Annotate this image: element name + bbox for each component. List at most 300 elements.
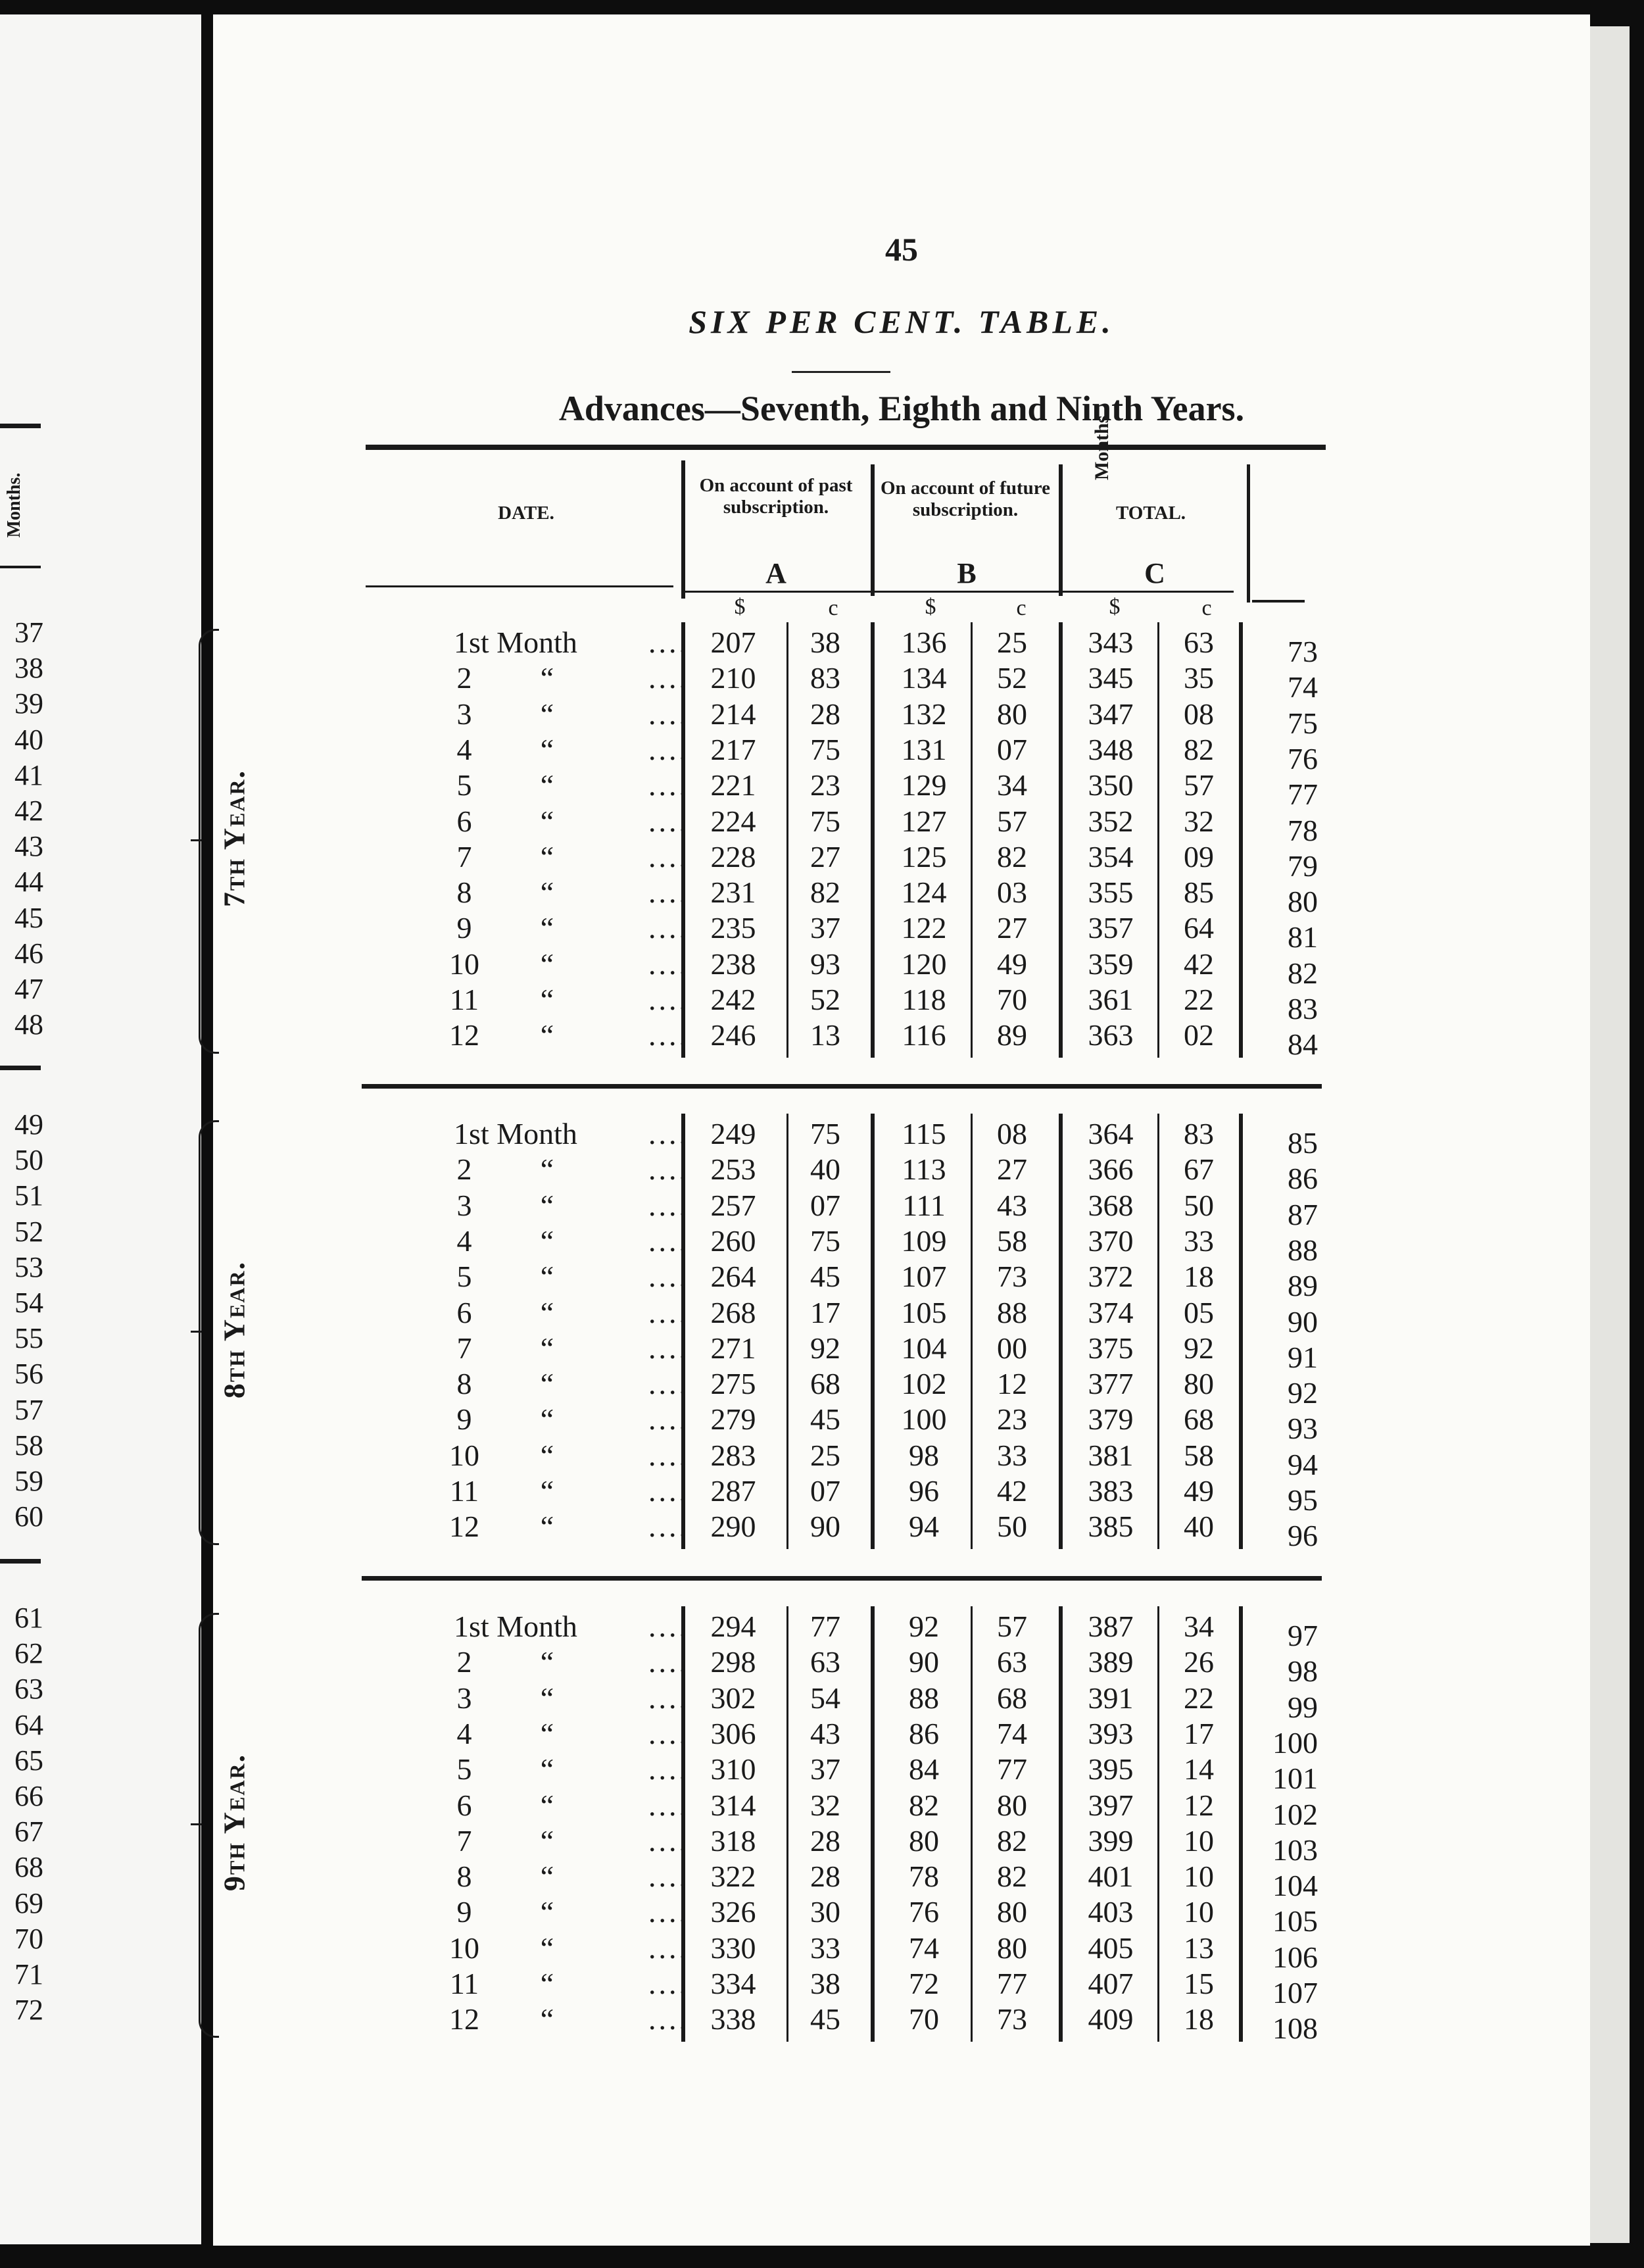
past-subscription-dollars: 298: [710, 1645, 756, 1679]
left-page-number: 38: [14, 652, 43, 685]
year-label: 9th Year.: [217, 1753, 251, 1891]
months-value: 100: [1272, 1725, 1318, 1760]
past-subscription-cents: 32: [810, 1788, 840, 1822]
leader-dots: ....: [648, 697, 689, 731]
left-page-number: 40: [14, 723, 43, 756]
past-subscription-dollars: 334: [710, 1967, 756, 2000]
row-date: 10: [449, 947, 479, 981]
total-cents: 02: [1184, 1018, 1214, 1052]
total-dollars: 372: [1088, 1260, 1134, 1294]
row-date: 8: [456, 1367, 472, 1401]
months-value: 92: [1288, 1376, 1318, 1410]
total-cents: 05: [1184, 1295, 1214, 1329]
future-subscription-cents: 43: [997, 1188, 1027, 1222]
column-rule: [1239, 1114, 1243, 1549]
ditto-mark: “: [540, 1223, 554, 1258]
leader-dots: ....: [648, 1967, 689, 2000]
future-subscription-cents: 89: [997, 1018, 1027, 1052]
future-subscription-cents: 25: [997, 626, 1027, 659]
future-subscription-dollars: 76: [909, 1895, 939, 1929]
ditto-mark: “: [540, 875, 554, 910]
left-page-number: 56: [14, 1358, 43, 1391]
total-dollars: 403: [1088, 1895, 1134, 1929]
months-value: 81: [1288, 920, 1318, 954]
total-cents: 67: [1184, 1152, 1214, 1187]
ditto-mark: “: [540, 1645, 554, 1679]
leader-dots: ....: [648, 911, 689, 945]
future-subscription-cents: 77: [997, 1967, 1027, 2000]
future-subscription-dollars: 132: [901, 697, 947, 731]
total-dollars: 407: [1088, 1967, 1134, 2000]
months-value: 82: [1288, 956, 1318, 990]
block-separator-rule: [362, 1576, 1322, 1581]
future-subscription-dollars: 70: [909, 2002, 939, 2036]
total-cents: 18: [1184, 1260, 1214, 1294]
months-header: Months.: [1091, 410, 1113, 480]
future-subscription-dollars: 111: [902, 1188, 946, 1222]
column-rule: [786, 1114, 788, 1549]
total-dollars: 383: [1088, 1474, 1134, 1508]
future-subscription-dollars: 74: [909, 1931, 939, 1965]
leader-dots: ....: [648, 1402, 689, 1437]
past-subscription-dollars: 246: [710, 1018, 756, 1052]
left-page-number: 39: [14, 687, 43, 720]
ditto-mark: “: [540, 1331, 554, 1365]
past-subscription-cents: 28: [810, 697, 840, 731]
past-subscription-cents: 75: [810, 1117, 840, 1150]
total-dollars: 345: [1088, 661, 1134, 695]
amount-header-rule: [684, 591, 1234, 593]
left-page-rule: [0, 566, 41, 568]
future-subscription-dollars: 92: [909, 1610, 939, 1643]
future-subscription-dollars: 86: [909, 1716, 939, 1750]
row-date: 1st Month: [454, 626, 577, 659]
row-date: 8: [456, 875, 472, 910]
past-subscription-cents: 45: [810, 1402, 840, 1437]
total-dollars: 348: [1088, 732, 1134, 766]
row-date: 9: [456, 1895, 472, 1929]
past-subscription-cents: 17: [810, 1295, 840, 1329]
future-subscription-cents: 49: [997, 947, 1027, 981]
total-cents: 63: [1184, 626, 1214, 659]
past-subscription-cents: 07: [810, 1188, 840, 1222]
column-rule: [871, 1606, 875, 2042]
ditto-mark: “: [540, 697, 554, 731]
ditto-mark: “: [540, 768, 554, 802]
past-subscription-cents: 45: [810, 2002, 840, 2036]
leader-dots: ....: [648, 768, 689, 802]
ditto-mark: “: [540, 839, 554, 874]
future-subscription-cents: 80: [997, 1788, 1027, 1822]
leader-dots: ....: [648, 947, 689, 981]
months-value: 105: [1272, 1904, 1318, 1938]
leader-dots: ....: [648, 1823, 689, 1858]
future-subscription-dollars: 134: [901, 661, 947, 695]
past-subscription-cents: 40: [810, 1152, 840, 1187]
page-number: 45: [885, 231, 918, 268]
past-subscription-cents: 13: [810, 1018, 840, 1052]
months-value: 89: [1288, 1269, 1318, 1303]
past-subscription-dollars: 271: [710, 1331, 756, 1365]
past-subscription-cents: 25: [810, 1438, 840, 1472]
past-subscription-dollars: 238: [710, 947, 756, 981]
months-value: 84: [1288, 1027, 1318, 1062]
future-subscription-cents: 52: [997, 661, 1027, 695]
total-dollars: 397: [1088, 1788, 1134, 1822]
leader-dots: ....: [648, 1510, 689, 1544]
months-value: 80: [1288, 885, 1318, 919]
past-subscription-dollars: 338: [710, 2002, 756, 2036]
ditto-mark: “: [540, 1474, 554, 1508]
past-subscription-dollars: 310: [710, 1752, 756, 1787]
title-underline: [792, 371, 890, 373]
total-dollars: 363: [1088, 1018, 1134, 1052]
left-page-number: 49: [14, 1108, 43, 1141]
future-subscription-dollars: 98: [909, 1438, 939, 1472]
total-cents: 08: [1184, 697, 1214, 731]
left-months-label: Months.: [4, 472, 24, 538]
past-subscription-cents: 38: [810, 626, 840, 659]
past-subscription-dollars: 302: [710, 1681, 756, 1715]
past-subscription-cents: 54: [810, 1681, 840, 1715]
leader-dots: ....: [648, 2002, 689, 2036]
left-page-number: 72: [14, 1994, 43, 2027]
future-subscription-dollars: 136: [901, 626, 947, 659]
ditto-mark: “: [540, 1018, 554, 1052]
total-cents: 64: [1184, 911, 1214, 945]
months-value: 93: [1288, 1412, 1318, 1446]
total-cents: 17: [1184, 1716, 1214, 1750]
months-value: 103: [1272, 1833, 1318, 1867]
past-subscription-dollars: 260: [710, 1223, 756, 1258]
past-subscription-cents: 23: [810, 768, 840, 802]
total-cents: 10: [1184, 1823, 1214, 1858]
ditto-mark: “: [540, 1823, 554, 1858]
total-cents: 10: [1184, 1860, 1214, 1894]
total-dollars: 409: [1088, 2002, 1134, 2036]
leader-dots: ....: [648, 661, 689, 695]
total-dollars: 359: [1088, 947, 1134, 981]
past-subscription-dollars: 210: [710, 661, 756, 695]
future-subscription-cents: 82: [997, 1860, 1027, 1894]
column-rule: [786, 622, 788, 1058]
future-subscription-cents: 80: [997, 1931, 1027, 1965]
months-value: 106: [1272, 1940, 1318, 1974]
total-dollars: 389: [1088, 1645, 1134, 1679]
left-page-number: 60: [14, 1500, 43, 1533]
months-value: 74: [1288, 670, 1318, 704]
leader-dots: ....: [648, 839, 689, 874]
months-value: 73: [1288, 635, 1318, 668]
year-brace: [199, 629, 219, 1054]
leader-dots: ....: [648, 1752, 689, 1787]
future-subscription-dollars: 105: [901, 1295, 947, 1329]
months-value: 108: [1272, 2011, 1318, 2046]
future-subscription-dollars: 82: [909, 1788, 939, 1822]
row-date: 5: [456, 1260, 472, 1294]
months-value: 98: [1288, 1654, 1318, 1689]
row-date: 12: [449, 2002, 479, 2036]
table-subtitle: Advances—Seventh, Eighth and Ninth Years.: [558, 389, 1245, 428]
future-subscription-dollars: 113: [902, 1152, 946, 1187]
past-subscription-cents: 45: [810, 1260, 840, 1294]
left-page-rule: [0, 424, 41, 428]
column-rule: [971, 1114, 973, 1549]
ditto-mark: “: [540, 2002, 554, 2036]
months-value: 86: [1288, 1162, 1318, 1196]
total-cents: 57: [1184, 768, 1214, 802]
column-rule: [1157, 1606, 1159, 2042]
future-subscription-cents: 70: [997, 983, 1027, 1016]
row-date: 11: [449, 1967, 479, 2000]
future-subscription-cents: 07: [997, 732, 1027, 766]
ditto-mark: “: [540, 1752, 554, 1787]
dollar-unit: $: [1109, 595, 1121, 619]
past-subscription-dollars: 287: [710, 1474, 756, 1508]
future-subscription-dollars: 129: [901, 768, 947, 802]
total-cents: 22: [1184, 983, 1214, 1016]
months-value: 107: [1272, 1976, 1318, 2009]
total-dollars: 354: [1088, 839, 1134, 874]
left-page-number: 65: [14, 1744, 43, 1777]
months-value: 97: [1288, 1619, 1318, 1652]
past-subscription-cents: 75: [810, 804, 840, 838]
past-subscription-cents: 07: [810, 1474, 840, 1508]
leader-dots: ....: [648, 1474, 689, 1508]
leader-dots: ....: [648, 1152, 689, 1187]
total-dollars: 387: [1088, 1610, 1134, 1643]
row-date: 7: [456, 1331, 472, 1365]
future-subscription-dollars: 88: [909, 1681, 939, 1715]
total-cents: 50: [1184, 1188, 1214, 1222]
leader-dots: ....: [648, 1117, 689, 1150]
leader-dots: ....: [648, 1438, 689, 1472]
leader-dots: ....: [648, 1295, 689, 1329]
row-date: 9: [456, 911, 472, 945]
future-subscription-dollars: 118: [902, 983, 946, 1016]
months-value: 77: [1288, 777, 1318, 812]
header-top-rule: [366, 445, 1326, 450]
past-subscription-dollars: 290: [710, 1510, 756, 1544]
future-subscription-cents: 80: [997, 1895, 1027, 1929]
leader-dots: ....: [648, 1610, 689, 1643]
past-subscription-dollars: 221: [710, 768, 756, 802]
future-subscription-cents: 34: [997, 768, 1027, 802]
left-page-number: 47: [14, 973, 43, 1005]
past-subscription-dollars: 294: [710, 1610, 756, 1643]
future-subscription-cents: 08: [997, 1117, 1027, 1150]
row-date: 3: [456, 1681, 472, 1715]
row-date: 10: [449, 1931, 479, 1965]
ditto-mark: “: [540, 1438, 554, 1472]
total-cents: 14: [1184, 1752, 1214, 1787]
future-subscription-cents: 82: [997, 1823, 1027, 1858]
leader-dots: ....: [648, 804, 689, 838]
left-page-number: 67: [14, 1815, 43, 1848]
total-dollars: 377: [1088, 1367, 1134, 1401]
total-cents: 42: [1184, 947, 1214, 981]
col-c-header: TOTAL.: [1115, 503, 1186, 524]
cent-unit: c: [1201, 596, 1212, 620]
past-subscription-dollars: 275: [710, 1367, 756, 1401]
row-date: 4: [456, 732, 472, 766]
past-subscription-cents: 38: [810, 1967, 840, 2000]
year-label: 7th Year.: [217, 769, 251, 907]
future-subscription-cents: 00: [997, 1331, 1027, 1365]
future-subscription-cents: 50: [997, 1510, 1027, 1544]
past-subscription-dollars: 231: [710, 875, 756, 910]
total-cents: 92: [1184, 1331, 1214, 1365]
past-subscription-cents: 93: [810, 947, 840, 981]
total-dollars: 375: [1088, 1331, 1134, 1365]
total-dollars: 391: [1088, 1681, 1134, 1715]
leader-dots: ....: [648, 1716, 689, 1750]
past-subscription-dollars: 306: [710, 1716, 756, 1750]
leader-dots: ....: [648, 1260, 689, 1294]
total-cents: 40: [1184, 1510, 1214, 1544]
future-subscription-cents: 74: [997, 1716, 1027, 1750]
total-dollars: 352: [1088, 804, 1134, 838]
total-cents: 15: [1184, 1967, 1214, 2000]
past-subscription-cents: 27: [810, 839, 840, 874]
total-cents: 12: [1184, 1788, 1214, 1822]
row-date: 5: [456, 768, 472, 802]
total-dollars: 370: [1088, 1223, 1134, 1258]
future-subscription-dollars: 102: [901, 1367, 947, 1401]
ditto-mark: “: [540, 1931, 554, 1965]
past-subscription-cents: 83: [810, 661, 840, 695]
left-page-number: 61: [14, 1602, 43, 1634]
year-brace-tip: [191, 839, 201, 841]
column-rule: [971, 1606, 973, 2042]
column-rule: [1059, 1606, 1063, 2042]
months-value: 101: [1272, 1762, 1318, 1796]
total-cents: 68: [1184, 1402, 1214, 1437]
ditto-mark: “: [540, 1188, 554, 1222]
left-page-number: 37: [14, 616, 43, 649]
left-page-number: 69: [14, 1886, 43, 1919]
past-subscription-cents: 77: [810, 1610, 840, 1643]
col-b-letter: B: [957, 557, 977, 589]
past-subscription-dollars: 314: [710, 1788, 756, 1822]
year-label: 8th Year.: [217, 1260, 251, 1398]
future-subscription-cents: 58: [997, 1223, 1027, 1258]
leader-dots: ....: [648, 1645, 689, 1679]
past-subscription-cents: 43: [810, 1716, 840, 1750]
left-page-number: 43: [14, 830, 43, 863]
row-date: 5: [456, 1752, 472, 1787]
total-cents: 83: [1184, 1117, 1214, 1150]
left-page-number: 45: [14, 901, 43, 934]
ditto-mark: “: [540, 1788, 554, 1822]
column-rule: [1239, 622, 1243, 1058]
left-page-number: 57: [14, 1393, 43, 1426]
cent-unit: c: [1016, 596, 1027, 620]
total-cents: 33: [1184, 1223, 1214, 1258]
ditto-mark: “: [540, 1152, 554, 1187]
dollar-unit: $: [734, 595, 746, 619]
left-page-number: 41: [14, 758, 43, 791]
past-subscription-cents: 92: [810, 1331, 840, 1365]
past-subscription-dollars: 279: [710, 1402, 756, 1437]
left-page-rule: [0, 1559, 41, 1564]
ditto-mark: “: [540, 1681, 554, 1715]
ditto-mark: “: [540, 1895, 554, 1929]
total-cents: 10: [1184, 1895, 1214, 1929]
total-dollars: 381: [1088, 1438, 1134, 1472]
months-value: 95: [1288, 1483, 1318, 1517]
row-date: 12: [449, 1018, 479, 1052]
leader-dots: ....: [648, 983, 689, 1016]
left-page-number: 58: [14, 1429, 43, 1462]
total-cents: 18: [1184, 2002, 1214, 2036]
total-cents: 82: [1184, 732, 1214, 766]
leader-dots: ....: [648, 1223, 689, 1258]
left-page-number: 44: [14, 866, 43, 899]
year-brace-tip: [191, 1823, 201, 1825]
leader-dots: ....: [648, 626, 689, 659]
past-subscription-dollars: 242: [710, 983, 756, 1016]
row-date: 10: [449, 1438, 479, 1472]
future-subscription-cents: 63: [997, 1645, 1027, 1679]
future-subscription-cents: 42: [997, 1474, 1027, 1508]
past-subscription-cents: 33: [810, 1931, 840, 1965]
total-dollars: 393: [1088, 1716, 1134, 1750]
row-date: 4: [456, 1223, 472, 1258]
row-date: 2: [456, 1152, 472, 1187]
future-subscription-cents: 57: [997, 1610, 1027, 1643]
months-value: 91: [1288, 1340, 1318, 1374]
row-date: 11: [449, 983, 479, 1016]
total-cents: 13: [1184, 1931, 1214, 1965]
future-subscription-cents: 33: [997, 1438, 1027, 1472]
future-subscription-dollars: 125: [901, 839, 947, 874]
months-value: 99: [1288, 1690, 1318, 1724]
total-cents: 09: [1184, 839, 1214, 874]
leader-dots: ....: [648, 1931, 689, 1965]
months-value: 88: [1288, 1233, 1318, 1267]
past-subscription-cents: 82: [810, 875, 840, 910]
future-subscription-cents: 68: [997, 1681, 1027, 1715]
left-page-number: 48: [14, 1008, 43, 1041]
months-value: 102: [1272, 1797, 1318, 1831]
past-subscription-cents: 90: [810, 1510, 840, 1544]
future-subscription-dollars: 100: [901, 1402, 947, 1437]
past-subscription-dollars: 253: [710, 1152, 756, 1187]
months-value: 90: [1288, 1304, 1318, 1339]
page-edge: [1590, 26, 1630, 2243]
leader-dots: ....: [648, 1895, 689, 1929]
ditto-mark: “: [540, 732, 554, 766]
left-page-number: 59: [14, 1465, 43, 1497]
ditto-mark: “: [540, 1860, 554, 1894]
leader-dots: ....: [648, 1788, 689, 1822]
past-subscription-dollars: 326: [710, 1895, 756, 1929]
left-page-number: 70: [14, 1922, 43, 1955]
date-header-rule: [366, 585, 673, 587]
future-subscription-dollars: 115: [902, 1117, 946, 1150]
past-subscription-dollars: 228: [710, 839, 756, 874]
left-facing-page: [0, 14, 201, 2244]
future-subscription-dollars: 80: [909, 1823, 939, 1858]
future-subscription-cents: 82: [997, 839, 1027, 874]
future-subscription-cents: 77: [997, 1752, 1027, 1787]
column-rule: [1239, 1606, 1243, 2042]
leader-dots: ....: [648, 732, 689, 766]
future-subscription-dollars: 72: [909, 1967, 939, 2000]
past-subscription-dollars: 214: [710, 697, 756, 731]
future-subscription-dollars: 124: [901, 875, 947, 910]
